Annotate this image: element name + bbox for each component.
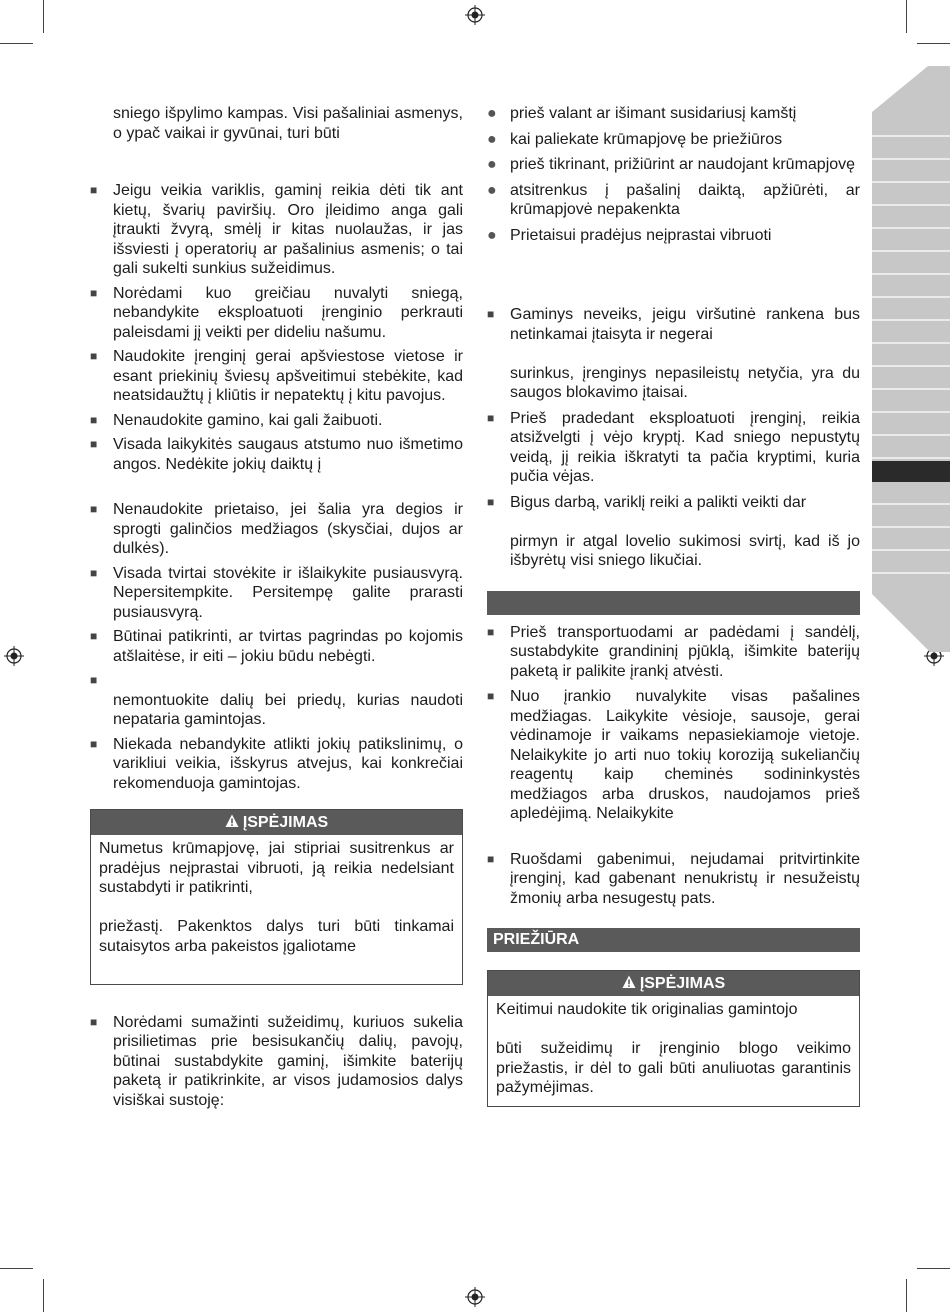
left-column [90,104,463,1110]
bullet-square-icon: ■ [90,629,98,643]
warning-body [91,835,462,984]
warning-triangle-icon [622,975,636,989]
warning-triangle-icon [225,814,239,828]
list-item: ■ Naudokite įrenginį gerai apšviestose vietose ir esant priekinių šviesų apšveitimui stebėkite, kad neatsidaužtų į kliūtis ir nepatektų į kitu pavojus. [90,348,463,404]
maintenance-section-title: PRIEŽIŪRA [487,928,860,952]
bullet-square-icon: ■ [90,673,98,687]
list-item: ■ Visada laikykitės saugaus atstumo nuo išmetimo angos. Nedėkite jokių daiktų į [90,436,463,473]
warning-text: būti sužeidimų ir įrenginio blogo veikimo priežastis, ir dėl to gali būti anuliuotas garantinis pažymėjimas. [496,1040,851,1096]
bullet-dot-icon: ● [487,105,497,122]
intro-paragraph: sniego išpylimo kampas. Visi pašaliniai asmenys, o ypač vaikai ir gyvūnai, turi būti [113,105,463,142]
registration-mark-icon [465,5,485,25]
list-item-continuation: surinkus, įrenginys nepasileistų netyčia, yra du saugos blokavimo įtaisai. [510,364,860,401]
warning-title: ĮSPĖJIMAS [639,975,726,992]
bullet-square-icon: ■ [90,412,98,427]
list-item: ■ Būtinai patikrinti, ar tvirtas pagrindas po kojomis atšlaitėse, ir eiti – jokiu būdu nebėgti. [90,628,463,665]
section-header-bar [487,591,860,615]
list-item: ■ Visada tvirtai stovėkite ir išlaikykite pusiausvyrą. Nepersitempkite. Persitempę galite prarasti pusiausvyrą. [90,564,463,621]
bullet-dot-icon: ● [487,181,497,199]
language-tab-active [872,461,950,482]
crop-mark [0,43,33,44]
crop-mark [43,0,44,33]
list-item: ■ Ruošdami gabenimui, nejudamai pritvirtinkite įrenginį, kad gabenant nenukristų ir nesužeistų žmonių arba nesugestų pats. [487,850,860,907]
list-item: ■ Nuo įrankio nuvalykite visas pašalines medžiagas. Laikykite vėsioje, sausoje, gerai vėdinamoje ir vaikams nepasiekiamoje vietoje. Nelaikykite jo arti nuo tokių koroziją sukeliančių reagentų kaip cheminės sodininkystės medžiagos arba druskos, naudojamos prieš apledėjimą. Nelaikykite [487,688,860,822]
list-item: ■ Norėdami sumažinti sužeidimų, kuriuos sukelia prisilietimas prie besisukančių dalių, pavojų, būtinai sustabdykite gaminį, išimkite baterijų paketą ir patikrinkite, ar visos judamosios dalys visiškai sustoję: [90,1013,463,1109]
right-column [487,104,860,1107]
crop-mark [0,1268,33,1269]
list-item: ■ Prieš transportuodami ar padėdami į sandėlį, sustabdykite grandininį pjūklą, išimkite baterijų paketą ir palikite įrankį atvėsti. [487,623,860,680]
bullet-item: ● Prietaisui pradėjus neįprastai vibruoti [487,226,772,244]
bullet-dot-icon: ● [487,156,497,173]
list-item-continuation: pirmyn ir atgal lovelio sukimosi svirtį, kad iš jo išbyrėtų visi sniego likučiai. [510,532,860,569]
bullet-square-icon: ■ [90,1014,98,1029]
bullet-square-icon: ■ [487,494,495,509]
warning-box [487,970,860,1107]
warning-header [91,810,462,835]
list-item-continuation: nemontuokite dalių bei priedų, kurias naudoti nepataria gamintojas. [113,691,463,728]
list-item [90,671,463,691]
bullet-item: ● atsitrenkus į pašalinį daiktą, apžiūrėti, ar krūmapjovė nepakenkta [487,181,860,218]
warning-header [488,971,859,996]
bullet-dot-icon: ● [487,130,497,148]
bullet-dot-icon: ● [487,226,497,244]
list-item: ■ Norėdami kuo greičiau nuvalyti sniegą, nebandykite eksploatuoti įrenginio perkrauti paleisdami jį veikti per dideliu našumu. [90,284,463,341]
registration-mark-icon [4,646,24,666]
warning-body [488,996,859,1106]
bullet-square-icon: ■ [487,307,495,321]
list-item: ■ Prieš pradedant eksploatuoti įrenginį, reikia atsižvelgti į vėjo kryptį. Kad sniego nepustytų veidą, jį reikia iškratyti ta pačia kryptimi, kuria pučia vėjas. [487,409,860,485]
list-item: ■ Nenaudokite prietaiso, jei šalia yra degios ir sprogti galinčios medžiagos (skysčiai, dujos ar dulkės). [90,501,463,557]
bullet-square-icon: ■ [90,502,98,516]
bullet-square-icon: ■ [90,349,98,363]
crop-mark [906,0,907,33]
bullet-square-icon: ■ [487,410,495,425]
list-item: ■ Gaminys neveiks, jeigu viršutinė rankena bus netinkamai įtaisyta ir negerai [487,306,860,343]
bullet-item: ● kai paliekate krūmapjovę be priežiūros [487,130,783,148]
bullet-item: ● prieš valant ar išimant susidariusį kamštį [487,105,797,122]
warning-box [90,809,463,985]
bullet-square-icon: ■ [90,183,98,197]
crop-mark [917,43,950,44]
list-item: ■ Jeigu veikia variklis, gaminį reikia dėti tik ant kietų, švarių paviršių. Oro įleidimo anga gali įtraukti žvyrą, smėlį ir kitas nuolaužas, ir jas išsviesti į operatorių ar pašalinius asmenis; o tai gali sukelti sunkius sužeidimus. [90,182,463,277]
warning-text: Keitimui naudokite tik originalias gamintojo [496,1001,798,1018]
bullet-square-icon: ■ [90,736,98,751]
bullet-square-icon: ■ [90,437,98,451]
list-item: ■ Bigus darbą, variklį reiki a palikti veikti dar [487,493,807,511]
list-item: ■ Niekada nebandykite atlikti jokių patikslinimų, o varikliui veikia, išskyrus atvejus, kai konkrečiai rekomenduoja gamintojas. [90,735,463,792]
crop-mark [906,1279,907,1312]
bullet-square-icon: ■ [487,624,495,639]
list-item: ■ Nenaudokite gamino, kai gali žaibuoti. [90,411,383,429]
bullet-square-icon: ■ [90,285,98,300]
bullet-square-icon: ■ [487,851,495,866]
crop-mark [917,1268,950,1269]
registration-mark-icon [465,1287,485,1307]
bullet-item: ● prieš tikrinant, prižiūrint ar naudojant krūmapjovę [487,156,856,173]
crop-mark [43,1279,44,1312]
language-tabs [872,66,950,652]
bullet-square-icon: ■ [90,565,98,580]
warning-text: priežastį. Pakenktos dalys turi būti tinkamai sutaisytos arba pakeistos įgaliotame [99,918,454,955]
warning-text: Numetus krūmapjovę, jai stipriai susitrenkus ar pradėjus neįprastai vibruoti, ją reikia nedelsiant sustabdyti ir patikrinti, [99,840,454,896]
warning-title: ĮSPĖJIMAS [242,814,329,831]
bullet-square-icon: ■ [487,689,495,703]
